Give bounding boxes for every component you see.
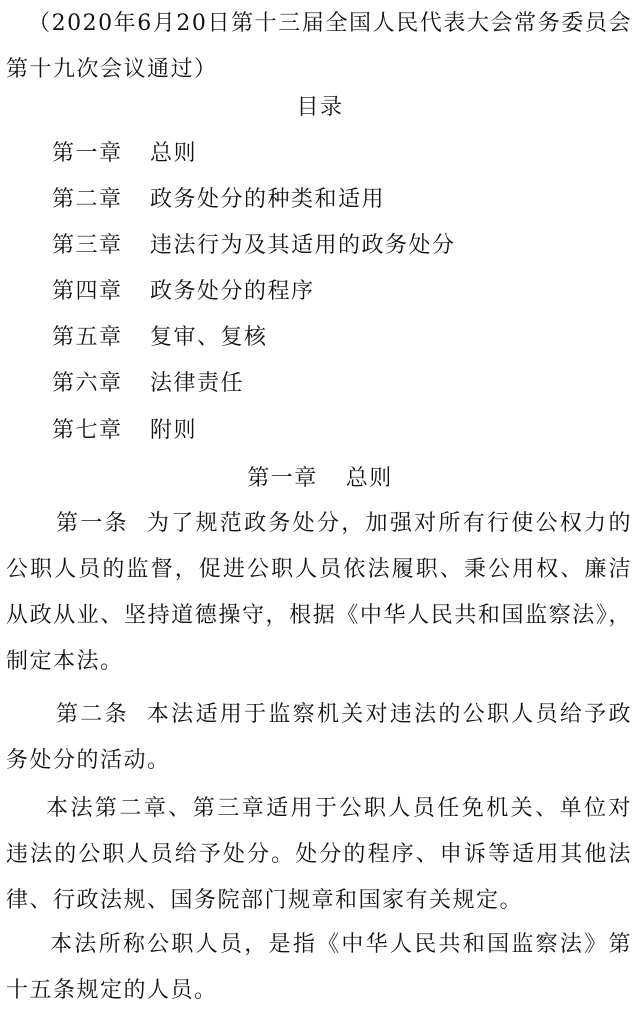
chapter-title: 总则 bbox=[345, 466, 393, 491]
toc-chapter-title: 政务处分的种类和适用 bbox=[150, 187, 386, 212]
toc-chapter-number: 第二章 bbox=[52, 187, 123, 212]
toc-item[interactable] bbox=[52, 177, 385, 223]
toc-chapter-number: 第三章 bbox=[52, 233, 123, 258]
toc-chapter-number: 第六章 bbox=[52, 371, 123, 396]
paragraph: 本法所称公职人员，是指《中华人民共和国监察法》第十五条规定的人员。 bbox=[6, 932, 632, 1003]
toc-item[interactable] bbox=[52, 315, 268, 361]
toc-chapter-title: 法律责任 bbox=[150, 371, 245, 396]
toc-chapter-title: 政务处分的程序 bbox=[150, 279, 315, 304]
chapter-heading bbox=[0, 456, 640, 502]
toc-item[interactable] bbox=[52, 408, 197, 454]
article-2 bbox=[6, 692, 632, 784]
toc-title: 目录 bbox=[296, 95, 344, 120]
article-text: 为了规范政务处分，加强对所有行使公权力的公职人员的监督，促进公职人员依法履职、秉公用权、廉洁从政从业、坚持道德操守，根据《中华人民共和国监察法》，制定本法。 bbox=[6, 511, 632, 674]
preamble: （2020年6月20日第十三届全国人民代表大会常务委员会第十九次会议通过） bbox=[6, 11, 632, 82]
toc-chapter-title: 违法行为及其适用的政务处分 bbox=[150, 233, 456, 258]
toc-item[interactable] bbox=[52, 361, 244, 407]
article-text: 本法适用于监察机关对违法的公职人员给予政务处分的活动。 bbox=[6, 702, 632, 773]
toc-chapter-title: 复审、复核 bbox=[150, 325, 268, 350]
toc-chapter-number: 第一章 bbox=[52, 141, 123, 166]
toc-chapter-title: 附则 bbox=[150, 418, 198, 443]
toc-item[interactable] bbox=[52, 269, 315, 315]
toc-chapter-title: 总则 bbox=[150, 141, 198, 166]
article-number: 第二条 bbox=[56, 702, 129, 727]
toc-chapter-number: 第七章 bbox=[52, 418, 123, 443]
article-1 bbox=[6, 501, 632, 685]
article-number: 第一条 bbox=[56, 511, 129, 536]
toc-item[interactable] bbox=[52, 131, 197, 177]
toc-chapter-number: 第四章 bbox=[52, 279, 123, 304]
toc-chapter-number: 第五章 bbox=[52, 325, 123, 350]
toc-item[interactable] bbox=[52, 223, 456, 269]
paragraph: 本法第二章、第三章适用于公职人员任免机关、单位对违法的公职人员给予处分。处分的程序、申诉等适用其他法律、行政法规、国务院部门规章和国家有关规定。 bbox=[6, 796, 632, 913]
chapter-number: 第一章 bbox=[247, 466, 318, 491]
